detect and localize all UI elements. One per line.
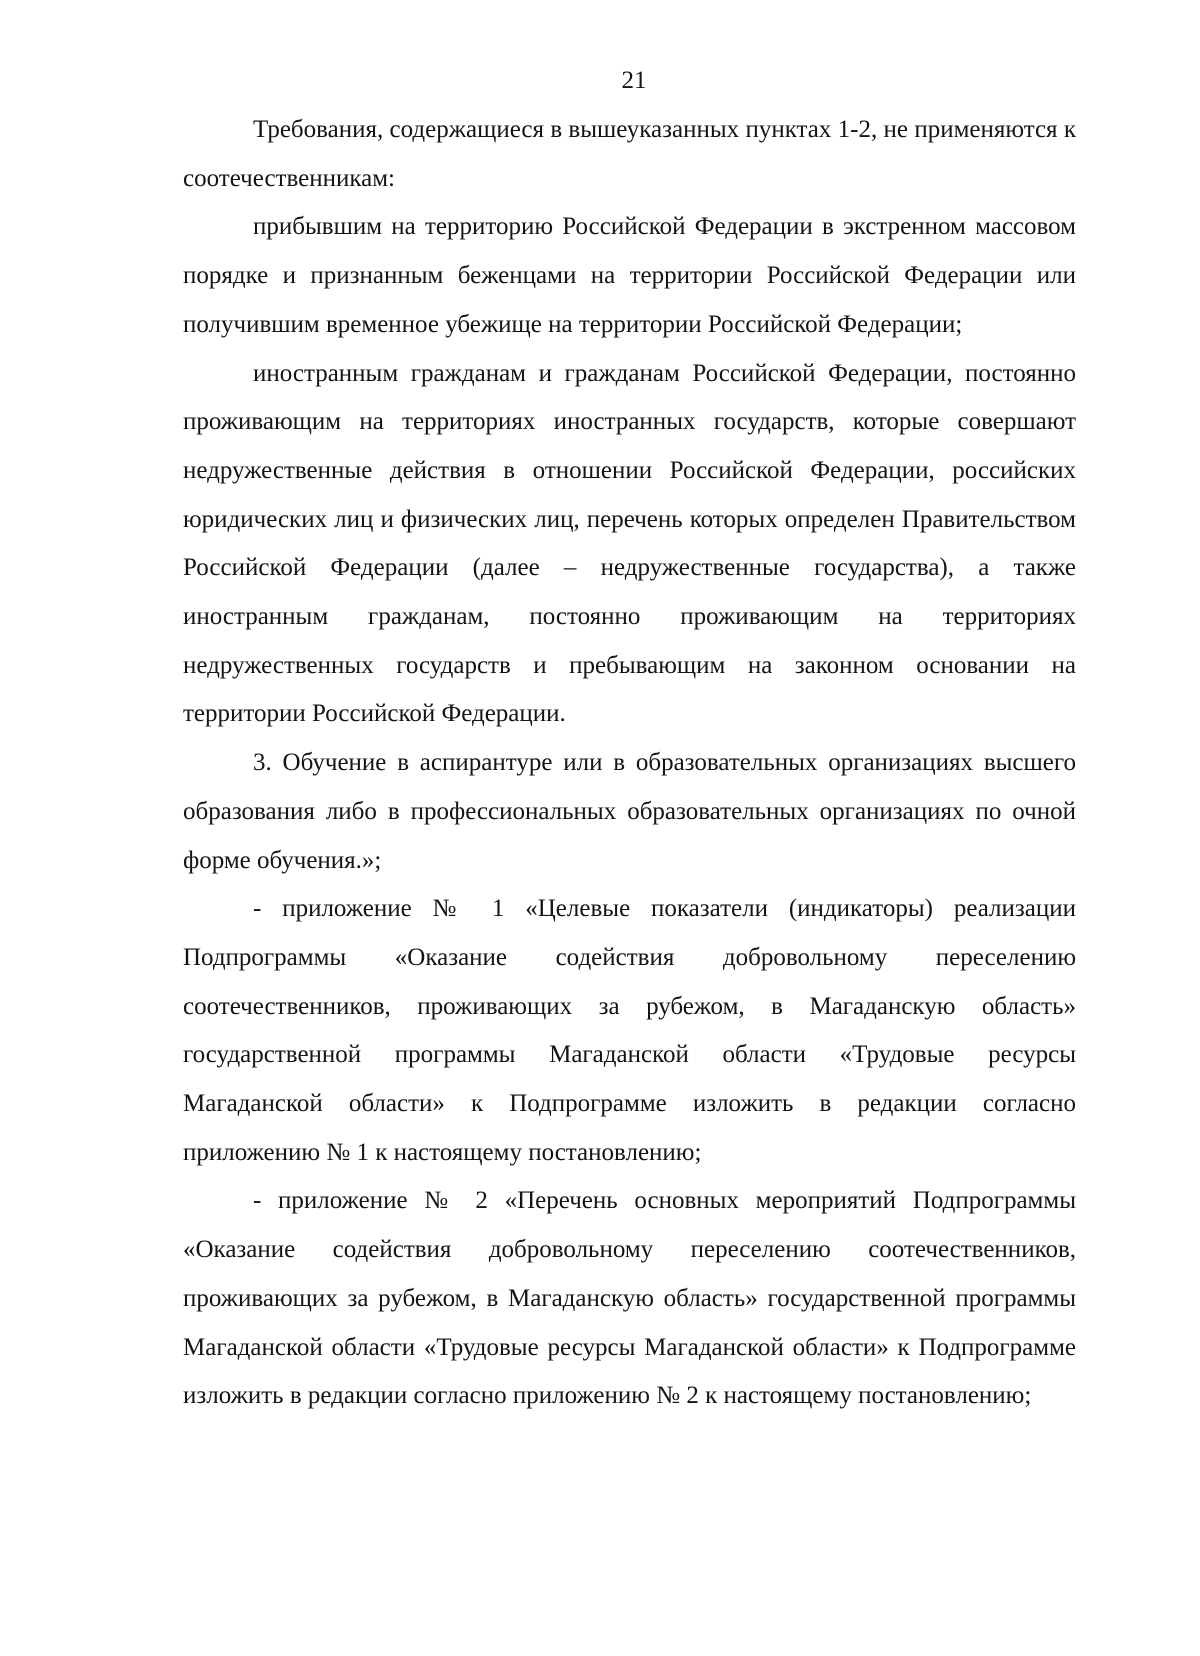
page-number: 21 xyxy=(621,67,647,94)
paragraph-appendix-2: - приложение № 2 «Перечень основных мероприятий Подпрограммы «Оказание содействия добровольному переселению соотечественников, проживающих за рубежом, в Магаданскую область» государственной программы Магаданской области «Трудовые ресурсы Магаданской области» к Подпрограмме изложить в редакции согласно приложению № 2 к настоящему постановлению; xyxy=(183,1187,1076,1410)
paragraph-appendix-1: - приложение № 1 «Целевые показатели (индикаторы) реализации Подпрограммы «Оказание содействия добровольному переселению соотечественников, проживающих за рубежом, в Магаданскую область» государственной программы Магаданской области «Трудовые ресурсы Магаданской области» к Подпрограмме изложить в редакции согласно приложению № 1 к настоящему постановлению; xyxy=(183,895,1076,1166)
document-body xyxy=(183,106,1076,1421)
paragraph-requirements-exemption: Требования, содержащиеся в вышеуказанных пунктах 1-2, не применяются к соотечественникам: xyxy=(183,116,1076,192)
paragraph-education: 3. Обучение в аспирантуре или в образовательных организациях высшего образования либо в профессиональных образовательных организациях по очной форме обучения.»; xyxy=(183,749,1076,874)
paragraph-refugees: прибывшим на территорию Российской Федерации в экстренном массовом порядке и признанным беженцами на территории Российской Федерации или получившим временное убежище на территории Российской Федерации; xyxy=(183,213,1076,338)
paragraph-unfriendly-states: иностранным гражданам и гражданам Российской Федерации, постоянно проживающим на территориях иностранных государств, которые совершают недружественные действия в отношении Российской Федерации, российских юридических лиц и физических лиц, перечень которых определен Правительством Российской Федерации (далее – недружественные государства), а также иностранным гражданам, постоянно проживающим на территориях недружественных государств и пребывающим на законном основании на территории Российской Федерации. xyxy=(183,359,1076,728)
